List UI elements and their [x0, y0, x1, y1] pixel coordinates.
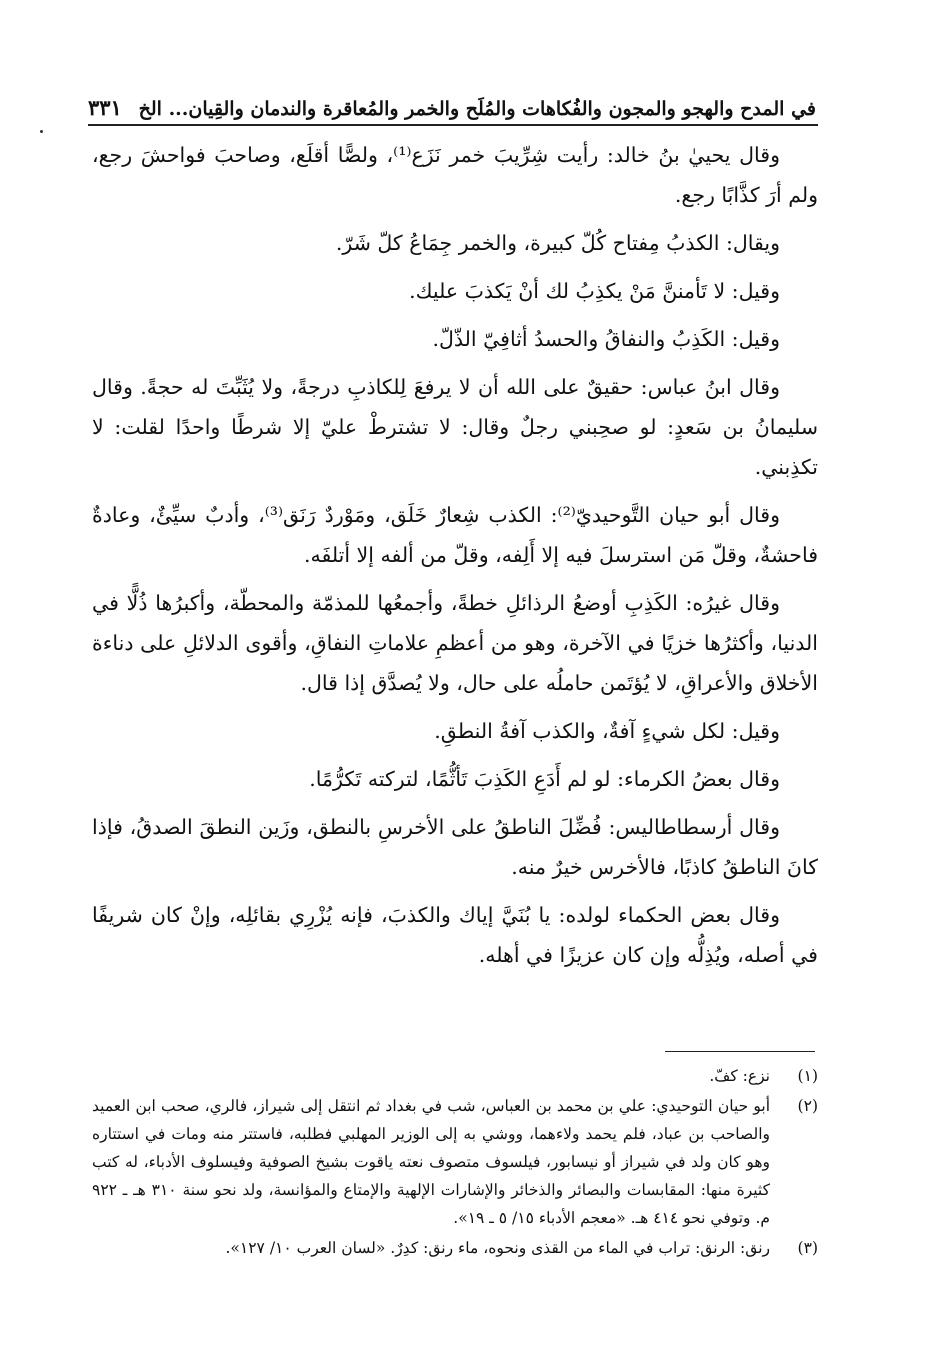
paragraph: ويقال: الكذبُ مِفتاح كُلّ كبيرة، والخمر جِمَاعُ كلّ شَرّ. — [335, 231, 780, 255]
paragraph: وقال بعضُ الكرماء: لو لم أَدَعِ الكَذِبَ تَأثُّمًا، لتركته تَكرُّمًا. — [309, 767, 780, 791]
paragraph: وقال أبو حيان التَّوحيديّ⁽²⁾: الكذب شِعارٌ خَلَق، ومَوْردٌ رَنَق⁽³⁾، وأدبٌ سيِّئٌ، وعادةٌ فاحشةٌ، وقلّ مَن استرسلَ فيه إلا أَلِفه، وقلّ من ألفه إلا أتلفَه. — [92, 503, 818, 567]
footnote-number: (١) — [797, 1067, 818, 1085]
main-text — [92, 135, 818, 983]
footnote — [92, 1092, 818, 1232]
footnote-number: (٢) — [797, 1097, 818, 1115]
running-title: في المدح والهجو والمجون والفُكاهات والمُلَح والخمر والمُعاقرة والندمان والقِيان... الخ — [138, 98, 816, 120]
paragraph: وقال غيرُه: الكَذِبِ أوضعُ الرذائلِ خطةً، وأجمعُها للمذمّة والمحطّة، وأكبرُها ذُلًّا في الدنيا، وأكثرُها خزيًا في الآخرة، وهو من أعظمِ علاماتِ النفاقِ، وأقوى الدلائلِ على دناءة الأخلاق والأعراقِ، لا يُؤتَمن حاملُه على حال، ولا يُصدَّق إذا قال. — [92, 591, 818, 695]
paragraph: وقال أرسطاطاليس: فُضِّلَ الناطقُ على الأخرسِ بالنطق، وزَين النطقَ الصدقُ، فإذا كانَ الناطقُ كاذبًا، فالأخرس خيرٌ منه. — [92, 815, 818, 879]
footnote — [92, 1234, 818, 1262]
paragraph: وقيل: لا تَأمننَّ مَنْ يكذِبُ لك أنْ يَكذبَ عليك. — [409, 279, 780, 303]
footnote-separator — [665, 1051, 815, 1052]
footnote-number: (٣) — [797, 1239, 818, 1257]
footnotes — [92, 1062, 818, 1264]
header-rule — [88, 124, 818, 126]
footnote-text: رنق: الرنق: تراب في الماء من القذى ونحوه، ماء رنق: كدِرٌ. «لسان العرب ١٠/ ١٢٧». — [225, 1239, 770, 1257]
paragraph: وقال ابنُ عباس: حقيقٌ على الله أن لا يرفعَ لِلكاذبِ درجةً، ولا يُثَبِّتَ له حجةً. وقال سليمانُ بن سَعدٍ: لو صحِبني رجلٌ وقال: لا تشترطْ عليّ إلا شرطًا واحدًا لقلت: لا تكذِبني. — [92, 375, 819, 479]
paragraph: وقيل: لكل شيءٍ آفةٌ، والكذب آفةُ النطقِ. — [434, 719, 780, 743]
stray-mark — [40, 130, 43, 133]
running-header — [88, 82, 816, 120]
page-number: ٣٣١ — [88, 95, 122, 120]
footnote — [92, 1062, 818, 1090]
paragraph: وقال بعض الحكماء لولده: يا بُنَيَّ إياك والكذبَ، فإنه يُزْرِي بقائلِه، وإنْ كان شريفًا في أصله، ويُذِلُّه وإن كان عزيزًا في أهله. — [92, 903, 818, 967]
paragraph: وقال يحييٰ بنُ خالد: رأيت شِرِّيبَ خمر نَزَع⁽¹⁾، ولصًّا أقلَع، وصاحبَ فواحشَ رجع، ولم أرَ كذَّابًا رجع. — [92, 143, 818, 207]
footnote-text: أبو حيان التوحيدي: علي بن محمد بن العباس، شب في بغداد ثم انتقل إلى شيراز، فالري، صحب ابن العميد والصاحب بن عباد، فلم يحمد ولاءهما، ووشي به إلى الوزير المهلبي فطلبه، فاستتر منه ومات في استتاره وهو كان ولد في شيراز أو نيسابور، فيلسوف متصوف نعته ياقوت بشيخ الصوفية وفيسلوف الأدباء، له كتب كثيرة منها: المقابسات والبصائر والذخائر والإشارات الإلهية والإمتاع والمؤانسة، ولد نحو سنة ٣١٠ هـ ـ ٩٢٢ م. وتوفي نحو ٤١٤ هـ. «معجم الأدباء ١٥/ ٥ ـ ١٩». — [92, 1097, 770, 1227]
footnote-text: نزع: كفّ. — [709, 1067, 770, 1085]
paragraph: وقيل: الكَذِبُ والنفاقُ والحسدُ أثافِيّ الذّلّ. — [432, 327, 780, 351]
